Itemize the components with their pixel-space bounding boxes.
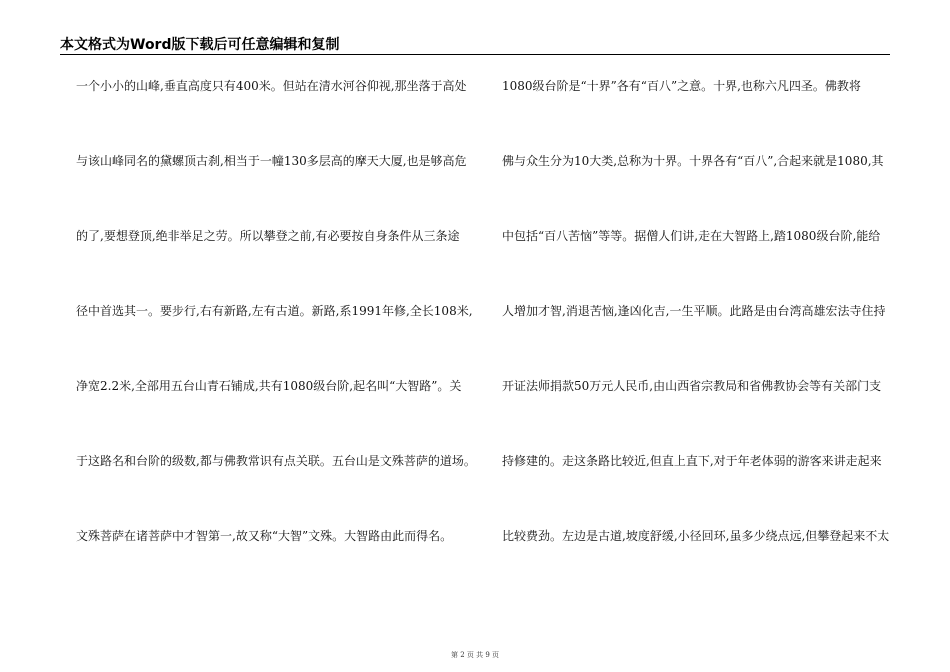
text-line: 1080级台阶是“十界”各有“百八”之意。十界,也称六凡四圣。佛教将 [502, 79, 861, 93]
page-number: 第 2 页 共 9 页 [450, 651, 500, 659]
right-column [502, 78, 894, 603]
text-line: 的了,要想登顶,绝非举足之劳。所以攀登之前,有必要按自身条件从三条途 [76, 229, 460, 243]
text-line: 中包括“百八苦恼”等等。据僧人们讲,走在大智路上,踏1080级台阶,能给 [502, 229, 881, 243]
text-line: 净宽2.2米,全部用五台山青石铺成,共有1080级台阶,起名叫“大智路”。关 [76, 379, 462, 393]
text-line: 于这路名和台阶的级数,都与佛教常识有点关联。五台山是文殊菩萨的道场。 [76, 454, 476, 468]
header-title: 本文格式为Word版下载后可任意编辑和复制 [60, 37, 340, 53]
text-line: 文殊菩萨在诸菩萨中才智第一,故又称“大智”文殊。大智路由此而得名。 [76, 529, 453, 543]
text-line: 径中首选其一。要步行,右有新路,左有古道。新路,系1991年修,全长108米, [76, 304, 473, 318]
text-line: 持修建的。走这条路比较近,但直上直下,对于年老体弱的游客来讲走起来 [502, 454, 882, 468]
text-line: 佛与众生分为10大类,总称为十界。十界各有“百八”,合起来就是1080,其 [502, 154, 884, 168]
left-column [76, 78, 476, 603]
text-line: 比较费劲。左边是古道,坡度舒缓,小径回环,虽多少绕点远,但攀登起来不太 [502, 529, 890, 543]
text-line: 一个小小的山峰,垂直高度只有400米。但站在清水河谷仰视,那坐落于高处 [76, 79, 467, 93]
header-divider [60, 54, 890, 55]
text-line: 开证法师捐款50万元人民币,由山西省宗教局和省佛教协会等有关部门支 [502, 379, 882, 393]
text-line: 与该山峰同名的黛螺顶古刹,相当于一幢130多层高的摩天大厦,也是够高危 [76, 154, 467, 168]
text-line: 人增加才智,消退苦恼,逢凶化吉,一生平顺。此路是由台湾高雄宏法寺住持 [502, 304, 886, 318]
